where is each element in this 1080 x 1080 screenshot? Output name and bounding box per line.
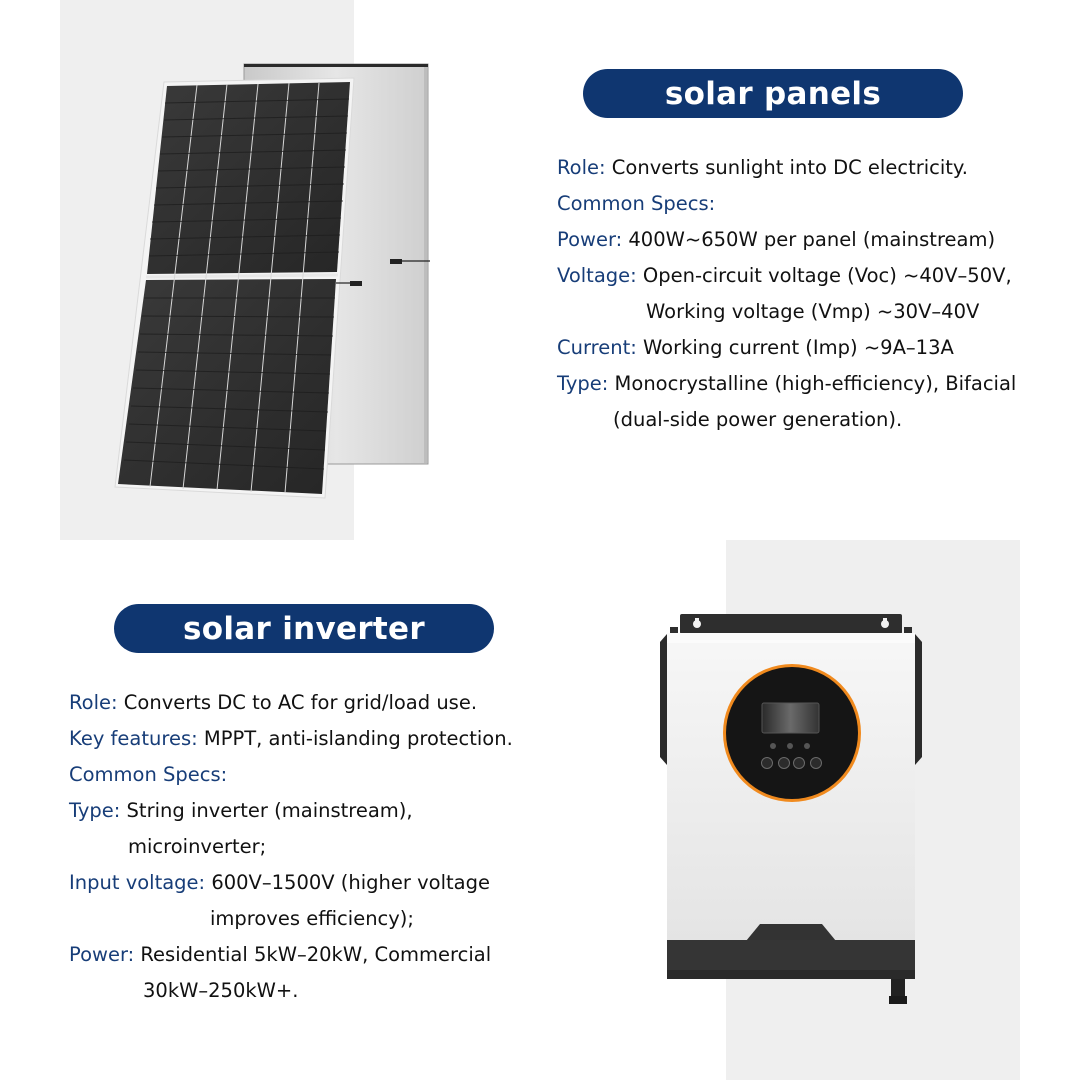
solar-inverter-title: solar inverter <box>183 610 425 647</box>
spec-role: Role: Converts sunlight into DC electricity. <box>557 156 968 179</box>
spec-power: Power: Residential 5kW–20kW, Commercial <box>69 943 492 966</box>
spec-key-features: Key features: MPPT, anti-islanding protection. <box>69 727 513 750</box>
spec-input-voltage: Input voltage: 600V–1500V (higher voltage <box>69 871 490 894</box>
solar-panels-title: solar panels <box>664 75 882 112</box>
spec-voltage-cont: Working voltage (Vmp) ~30V–40V <box>646 300 980 323</box>
spec-input-voltage-cont: improves efficiency); <box>210 907 414 930</box>
spec-type-cont: (dual-side power generation). <box>613 408 903 431</box>
spec-power-cont: 30kW–250kW+. <box>143 979 299 1002</box>
inverter-icon <box>650 605 930 1015</box>
spec-power: Power: 400W~650W per panel (mainstream) <box>557 228 996 251</box>
spec-current: Current: Working current (Imp) ~9A–13A <box>557 336 954 359</box>
spec-type: Type: Monocrystalline (high-efficiency), Bifacial <box>557 372 1017 395</box>
spec-role: Role: Converts DC to AC for grid/load use. <box>69 691 478 714</box>
spec-common-specs: Common Specs: <box>557 192 716 215</box>
spec-type: Type: String inverter (mainstream), <box>69 799 413 822</box>
solar-panels-heading <box>583 69 963 118</box>
solar-inverter-heading <box>114 604 494 653</box>
spec-voltage: Voltage: Open-circuit voltage (Voc) ~40V–50V, <box>557 264 1012 287</box>
spec-common-specs: Common Specs: <box>69 763 228 786</box>
solar-panel-icon <box>100 55 440 505</box>
spec-type-cont: microinverter; <box>128 835 267 858</box>
